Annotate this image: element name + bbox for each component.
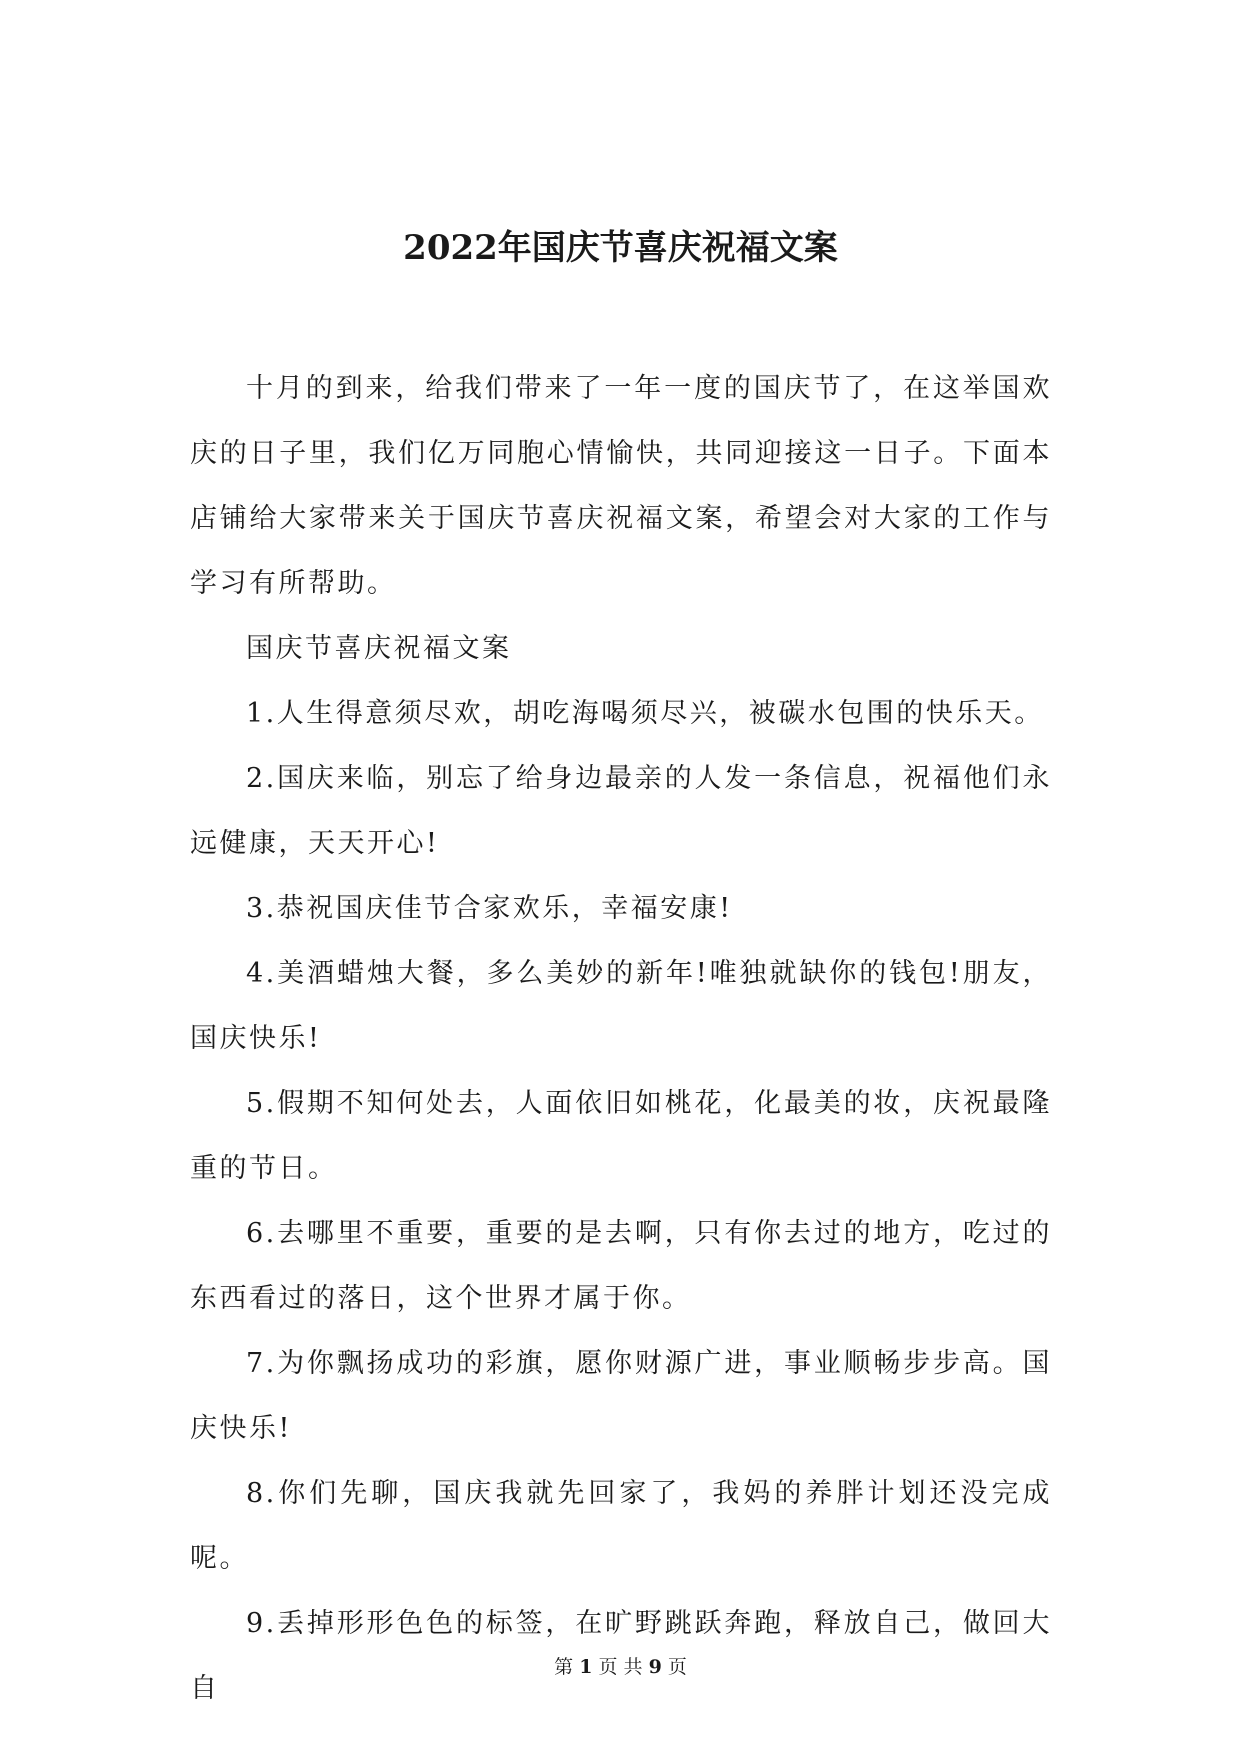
document-body [190, 356, 1052, 1721]
list-item: 6.去哪里不重要，重要的是去啊，只有你去过的地方，吃过的东西看过的落日，这个世界才属于你。 [190, 1218, 1052, 1314]
list-item: 1.人生得意须尽欢，胡吃海喝须尽兴，被碳水包围的快乐天。 [246, 698, 1044, 729]
list-item: 2.国庆来临，别忘了给身边最亲的人发一条信息，祝福他们永远健康，天天开心! [190, 763, 1052, 859]
footer-middle: 页 共 [598, 1656, 643, 1678]
total-pages-number: 9 [648, 1656, 662, 1678]
current-page-number: 1 [579, 1656, 593, 1678]
list-item: 4.美酒蜡烛大餐，多么美妙的新年!唯独就缺你的钱包!朋友，国庆快乐! [190, 958, 1052, 1054]
list-item: 3.恭祝国庆佳节合家欢乐，幸福安康! [246, 893, 733, 924]
list-item: 5.假期不知何处去，人面依旧如桃花，化最美的妆，庆祝最隆重的节日。 [190, 1088, 1052, 1184]
footer-suffix: 页 [667, 1656, 687, 1678]
list-item: 7.为你飘扬成功的彩旗，愿你财源广进，事业顺畅步步高。国庆快乐! [190, 1348, 1052, 1444]
section-heading: 国庆节喜庆祝福文案 [246, 633, 512, 664]
list-item: 9.丢掉形形色色的标签，在旷野跳跃奔跑，释放自己，做回大自 [190, 1608, 1052, 1704]
page-footer [0, 1655, 1241, 1679]
document-title: 2022年国庆节喜庆祝福文案 [403, 228, 838, 268]
list-item: 8.你们先聊，国庆我就先回家了，我妈的养胖计划还没完成呢。 [190, 1478, 1052, 1574]
intro-paragraph: 十月的到来，给我们带来了一年一度的国庆节了，在这举国欢庆的日子里，我们亿万同胞心情愉快，共同迎接这一日子。下面本店铺给大家带来关于国庆节喜庆祝福文案，希望会对大家的工作与学习有所帮助。 [190, 373, 1052, 599]
footer-prefix: 第 [554, 1656, 574, 1678]
